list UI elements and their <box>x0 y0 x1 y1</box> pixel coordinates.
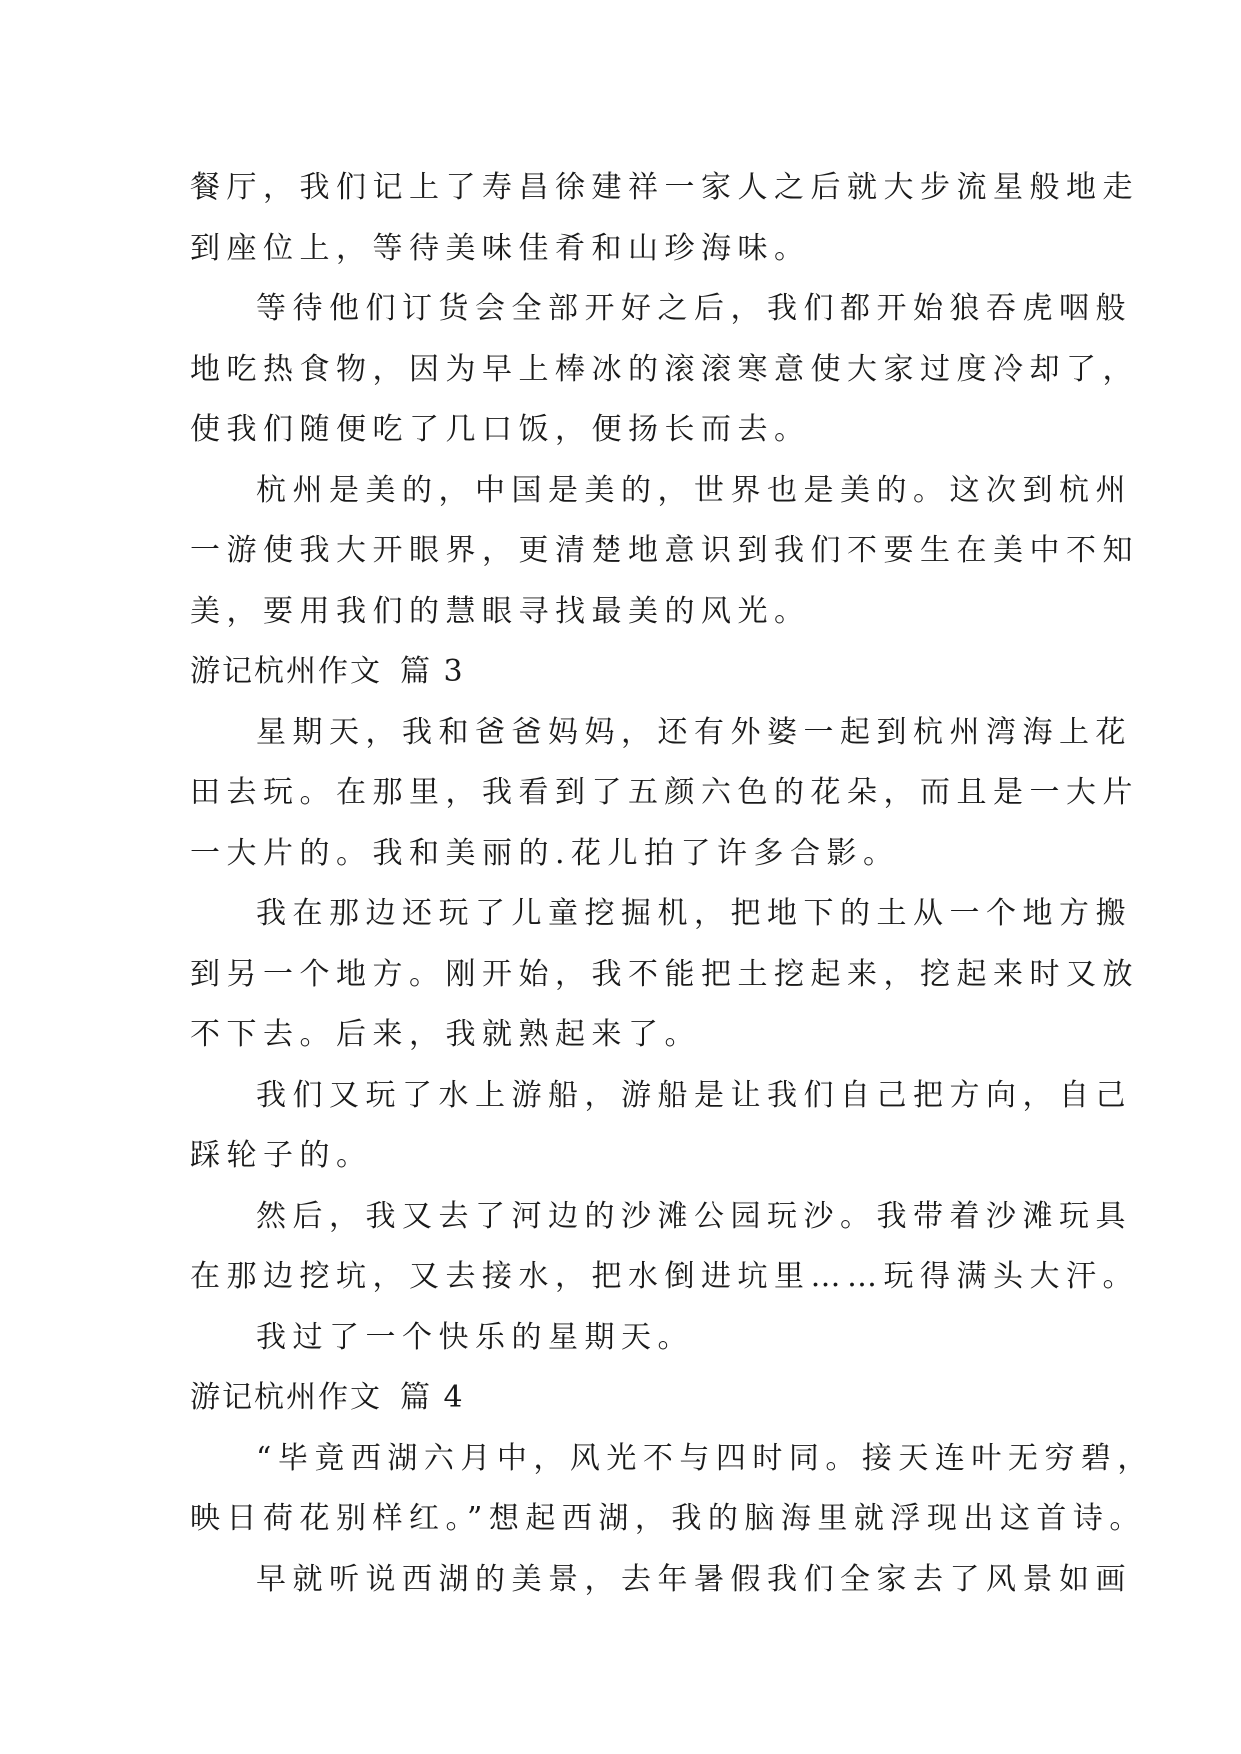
paragraph-line: 使我们随便吃了几口饭，便扬长而去。 <box>190 412 811 447</box>
paragraph-line: “毕竟西湖六月中，风光不与四时同。接天连叶无穷碧， <box>256 1440 1154 1476</box>
paragraph-line: 然后，我又去了河边的沙滩公园玩沙。我带着沙滩玩具 <box>256 1198 1132 1234</box>
section-heading <box>190 1368 1062 1429</box>
paragraph-line: 田去玩。在那里，我看到了五颜六色的花朵，而且是一大片 <box>190 775 1139 810</box>
paragraph-line: 踩轮子的。 <box>190 1138 373 1173</box>
paragraph-line: 早就听说西湖的美景，去年暑假我们全家去了风景如画 <box>256 1561 1132 1597</box>
paragraph-line: 地吃热食物，因为早上棒冰的滚滚寒意使大家过度冷却了， <box>190 351 1139 387</box>
paragraph-line: 在那边挖坑，又去接水，把水倒进坑里……玩得满头大汗。 <box>190 1259 1139 1294</box>
paragraph-line: 映日荷花别样红。”想起西湖，我的脑海里就浮现出这首诗。 <box>190 1501 1146 1536</box>
section-heading <box>190 642 1062 703</box>
section-heading-number: 篇 4 <box>400 1380 465 1415</box>
paragraph-line: 到另一个地方。刚开始，我不能把土挖起来，挖起来时又放 <box>190 956 1139 992</box>
paragraph-line: 美，要用我们的慧眼寻找最美的风光。 <box>190 593 811 629</box>
paragraph-line: 到座位上，等待美味佳肴和山珍海味。 <box>190 230 811 266</box>
paragraph-line: 不下去。后来，我就熟起来了。 <box>190 1017 701 1052</box>
document-body <box>190 158 1154 1610</box>
section-heading-number: 篇 3 <box>400 654 465 689</box>
paragraph-line: 一游使我大开眼界，更清楚地意识到我们不要生在美中不知 <box>190 533 1139 568</box>
paragraph-line: 我在那边还玩了儿童挖掘机，把地下的土从一个地方搬 <box>256 896 1132 931</box>
paragraph-line: 星期天，我和爸爸妈妈，还有外婆一起到杭州湾海上花 <box>256 714 1132 750</box>
paragraph-line: 餐厅，我们记上了寿昌徐建祥一家人之后就大步流星般地走 <box>190 170 1139 205</box>
section-heading-title: 游记杭州作文 <box>190 654 382 689</box>
paragraph-line: 杭州是美的，中国是美的，世界也是美的。这次到杭州 <box>256 472 1132 508</box>
paragraph-line: 我过了一个快乐的星期天。 <box>256 1319 694 1355</box>
paragraph-line: 一大片的。我和美丽的.花儿拍了许多合影。 <box>190 835 900 871</box>
paragraph-line: 我们又玩了水上游船，游船是让我们自己把方向，自己 <box>256 1077 1132 1113</box>
section-heading-title: 游记杭州作文 <box>190 1380 382 1415</box>
paragraph-line: 等待他们订货会全部开好之后，我们都开始狼吞虎咽般 <box>256 291 1132 326</box>
